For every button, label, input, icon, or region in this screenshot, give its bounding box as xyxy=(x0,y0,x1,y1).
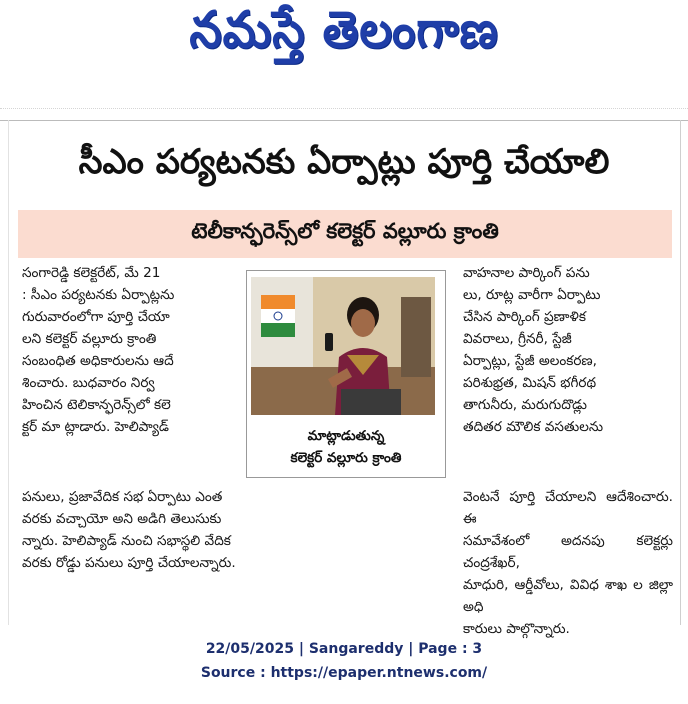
column-line: సమావేశంలో అదనపు కలెక్టర్లు చంద్రశేఖర్‌, xyxy=(463,533,673,571)
column-line: వాహనాల పార్కింగ్‌ పను xyxy=(463,265,590,281)
column-line: సంబంధిత అధికారులను ఆదే xyxy=(22,353,174,369)
divider xyxy=(0,108,688,109)
column-line: చేసిన పార్కింగ్‌ ప్రణాళిక xyxy=(463,309,586,325)
caption-line: మాట్లాడుతున్న xyxy=(307,428,385,444)
clipping-left-edge xyxy=(8,120,9,625)
column-line: వెంటనే పూర్తి చేయాలని ఆదేశించారు. ఈ xyxy=(463,489,673,527)
masthead-title: నమస్తే తెలంగాణ xyxy=(189,0,499,60)
clipping-right-edge xyxy=(680,120,681,625)
photo-frame xyxy=(246,270,446,478)
clipping-top-edge xyxy=(0,120,688,121)
column-line: వరకు వచ్చాయో అని అడిగి తెలుసుకు xyxy=(22,511,222,527)
column-line: సంగారెడ్డి కలెక్టరేట్‌, మే 21 xyxy=(22,265,161,281)
photo-caption xyxy=(247,419,445,475)
column-line: లని కలెక్టర్‌ వల్లూరు క్రాంతి xyxy=(22,331,157,347)
collector-photo xyxy=(251,277,435,415)
column-line: శించారు. బుధవారం నిర్వ xyxy=(22,375,155,391)
column-line: పరిశుభ్రత, మిషన్‌ భగీరథ xyxy=(463,375,597,391)
article-column-left-lower xyxy=(22,486,454,596)
column-line: లు, రూట్ల వారీగా ఏర్పాటు xyxy=(463,287,601,303)
article-column-right xyxy=(463,262,667,486)
column-line: న్నారు. హెలిప్యాడ్‌ నుంచి సభాస్థలి వేదిక xyxy=(22,533,231,549)
column-line: వరకు రోడ్డు పనులు పూర్తి చేయాలన్నారు. xyxy=(22,555,236,571)
subheadline-text: టెలీకాన్ఫరెన్స్‌లో కలెక్టర్‌ వల్లూరు క్రాంతి xyxy=(191,219,499,243)
column-line: తదితర మౌలిక వసతులను xyxy=(463,419,604,435)
column-line: తాగునీరు, మరుగుదొడ్లు xyxy=(463,397,587,413)
caption-line: కలెక్టర్‌ వల్లూరు క్రాంతి xyxy=(290,450,402,466)
article-headline xyxy=(14,138,674,194)
column-line: క్టర్‌ మా ట్లాడారు. హెలిప్యాడ్‌ xyxy=(22,419,169,435)
source-info: Source : https://epaper.ntnews.com/ xyxy=(200,665,488,681)
article-column-left xyxy=(22,262,240,486)
column-line: హించిన టెలికాన్ఫరెన్స్‌లో కలె xyxy=(22,397,171,413)
article-column-right-lower xyxy=(463,486,673,637)
edition-info: 22/05/2025 | Sangareddy | Page : 3 xyxy=(205,641,483,657)
column-line: వివరాలు, గ్రీనరీ, స్టేజీ xyxy=(463,331,572,347)
column-line: : సీఎం పర్యటనకు ఏర్పాట్లను xyxy=(22,287,175,303)
column-line: మాధురి, ఆర్డీవోలు, వివిధ శాఖ ల జిల్లా అధి xyxy=(463,577,673,615)
column-line: ఏర్పాట్లు, స్టేజీ అలంకరణ, xyxy=(463,353,597,369)
column-line: కారులు పాల్గొన్నారు. xyxy=(463,621,570,637)
masthead xyxy=(0,0,688,72)
column-line: గురువారంలోగా పూర్తి చేయా xyxy=(22,309,170,325)
headline-text: సీఎం పర్యటనకు ఏర్పాట్లు పూర్తి చేయాలి xyxy=(78,142,610,182)
column-line: పనులు, ప్రజావేదిక సభ ఏర్పాటు ఎంత xyxy=(22,489,223,505)
subheadline-band xyxy=(18,210,672,258)
